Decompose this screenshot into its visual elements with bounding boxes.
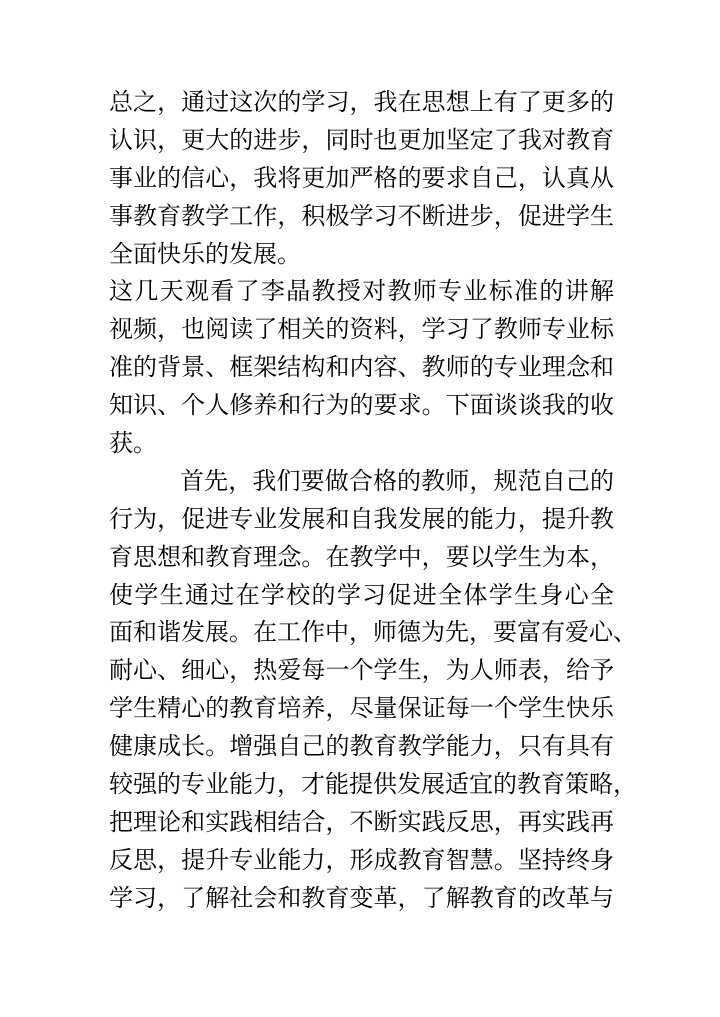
paragraph-intro [109, 273, 614, 462]
text-line: 把理论和实践相结合，不断实践反思，再实践再 [109, 807, 614, 836]
text-line: 使学生通过在学校的学习促进全体学生身心全 [109, 580, 614, 609]
text-line: 耐心、细心，热爱每一个学生，为人师表，给予 [109, 656, 614, 685]
text-line: 育思想和教育理念。在教学中，要以学生为本， [109, 542, 614, 571]
paragraph-first-point [109, 463, 637, 918]
text-line: 首先，我们要做合格的教师，规范自己的 [180, 466, 614, 495]
text-line: 面和谐发展。在工作中，师德为先，要富有爱心、 [109, 618, 637, 647]
text-line: 学生精心的教育培养，尽量保证每一个学生快乐 [109, 694, 614, 723]
paragraph-summary [109, 84, 614, 273]
text-line: 总之，通过这次的学习，我在思想上有了更多的 [109, 88, 614, 116]
text-line: 全面快乐的发展。 [109, 239, 301, 268]
text-line: 这几天观看了李晶教授对教师专业标准的讲解 [109, 277, 614, 306]
text-line: 获。 [109, 429, 157, 458]
text-line: 事业的信心，我将更加严格的要求自己，认真从 [109, 163, 614, 192]
text-line: 健康成长。增强自己的教育教学能力，只有具有 [109, 732, 614, 761]
text-line: 准的背景、框架结构和内容、教师的专业理念和 [109, 353, 614, 382]
text-line: 反思，提升专业能力，形成教育智慧。坚持终身 [109, 845, 614, 874]
text-line: 事教育教学工作，积极学习不断进步，促进学生 [109, 201, 614, 230]
text-line: 视频，也阅读了相关的资料，学习了教师专业标 [109, 315, 614, 344]
document-body [109, 84, 637, 918]
text-line: 学习，了解社会和教育变革，了解教育的改革与 [109, 883, 614, 912]
text-line: 认识，更大的进步，同时也更加坚定了我对教育 [109, 125, 614, 154]
text-line: 较强的专业能力，才能提供发展适宜的教育策略， [109, 770, 637, 799]
text-line: 行为，促进专业发展和自我发展的能力，提升教 [109, 504, 614, 533]
text-line: 知识、个人修养和行为的要求。下面谈谈我的收 [109, 391, 614, 420]
